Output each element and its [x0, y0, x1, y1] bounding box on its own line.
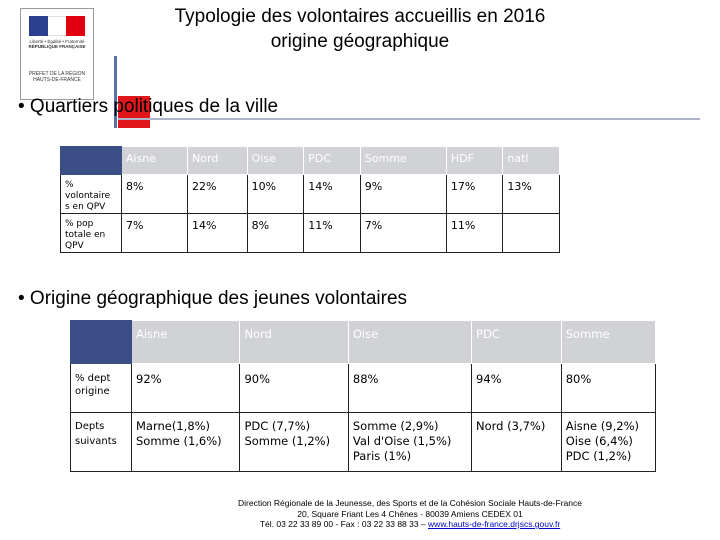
table-cell: 92%: [132, 364, 240, 413]
row-label: % pop totale en QPV: [61, 214, 122, 253]
flag-blue-band: [29, 16, 48, 36]
cell-line: Oise (6,4%): [565, 434, 633, 448]
table-cell: 7%: [122, 214, 188, 253]
table-cell: 17%: [446, 175, 503, 214]
cell-line: Somme (1,2%): [244, 434, 331, 448]
table-cell: 10%: [247, 175, 304, 214]
table-cell: 88%: [348, 364, 471, 413]
header-cell: Somme: [360, 147, 446, 175]
table-header-row: [71, 321, 656, 364]
table-cell: 8%: [247, 214, 304, 253]
title-line-2: origine géographique: [270, 31, 450, 52]
cell-line: PDC (7,7%): [244, 419, 311, 433]
table-cell: 80%: [561, 364, 655, 413]
header-cell: Aisne: [132, 321, 240, 364]
flag-red-band: [66, 16, 85, 36]
table-cell: [472, 413, 562, 472]
table-cell: 90%: [240, 364, 348, 413]
table-cell: 9%: [360, 175, 446, 214]
french-flag-icon: [29, 16, 85, 36]
header-cell: HDF: [446, 147, 503, 175]
section-heading-origine: • Origine géographique des jeunes volontaires: [18, 288, 408, 309]
section-heading-qpv: • Quartiers politiques de la ville: [18, 96, 279, 117]
table-cell: [561, 413, 655, 472]
header-cell: Nord: [188, 147, 248, 175]
header-cell: Somme: [561, 321, 655, 364]
flag-white-band: [48, 16, 67, 36]
header-cell: PDC: [304, 147, 361, 175]
table-cell: 13%: [503, 175, 560, 214]
footer-line-3: Tél. 03 22 33 89 00 - Fax : 03 22 33 88 33 – www.hauts-de-france.drjscs.gouv.fr: [259, 519, 561, 529]
cell-line: Somme (2,9%): [352, 419, 439, 433]
table-header-row: [61, 147, 560, 175]
table-cell: [132, 413, 240, 472]
header-cell: Oise: [247, 147, 304, 175]
header-cell: Oise: [348, 321, 471, 364]
cell-line: Paris (1%): [352, 449, 412, 463]
footer: [200, 498, 620, 530]
header-cell: Nord: [240, 321, 348, 364]
header-cell: Aisne: [122, 147, 188, 175]
table-cell: 22%: [188, 175, 248, 214]
header-cell: [61, 147, 122, 175]
qpv-table: [60, 146, 560, 253]
cell-line: Nord (3,7%): [476, 419, 546, 433]
table-cell: 11%: [446, 214, 503, 253]
row-label: % dept origine: [71, 364, 132, 413]
table-row: [71, 413, 656, 472]
row-label: % volontaire s en QPV: [61, 175, 122, 214]
table-cell: 94%: [472, 364, 562, 413]
header-cell: [71, 321, 132, 364]
cell-line: Val d'Oise (1,5%): [352, 434, 452, 448]
logo-motto: Liberté • Égalité • Fraternité RÉPUBLIQUE FRANÇAISE: [28, 39, 86, 49]
footer-line-2: 20, Square Friant Les 4 Chênes - 80039 Amiens CEDEX 01: [297, 508, 523, 519]
table-cell: [348, 413, 471, 472]
cell-line: Aisne (9,2%): [565, 419, 639, 433]
header-cell: natl: [503, 147, 560, 175]
table-row: [61, 214, 560, 253]
table-cell: 14%: [304, 175, 361, 214]
table-cell: [240, 413, 348, 472]
title-line-1: Typologie des volontaires accueillis en 2016: [174, 6, 546, 27]
header-cell: PDC: [472, 321, 562, 364]
table-cell: 14%: [188, 214, 248, 253]
cell-line: Marne(1,8%): [136, 419, 211, 433]
table-cell: 11%: [304, 214, 361, 253]
table-row: [71, 364, 656, 413]
footer-line-1: Direction Régionale de la Jeunesse, des Sports et de la Cohésion Sociale Hauts-de-France: [238, 498, 582, 508]
page-title: [100, 4, 620, 54]
row-label: Depts suivants: [71, 413, 132, 472]
table-cell: 7%: [360, 214, 446, 253]
cell-line: Somme (1,6%): [136, 434, 222, 448]
prefecture-logo: [20, 8, 94, 100]
table-cell: 8%: [122, 175, 188, 214]
table-row: [61, 175, 560, 214]
table-cell: [503, 214, 560, 253]
website-link[interactable]: www.hauts-de-france.drjscs.gouv.fr: [428, 519, 561, 529]
logo-prefecture: PRÉFET DE LA RÉGION HAUTS-DE-FRANCE: [28, 71, 86, 83]
cell-line: PDC (1,2%): [565, 449, 632, 463]
origine-table: [70, 320, 656, 472]
decorative-horizontal-line: [118, 118, 700, 120]
